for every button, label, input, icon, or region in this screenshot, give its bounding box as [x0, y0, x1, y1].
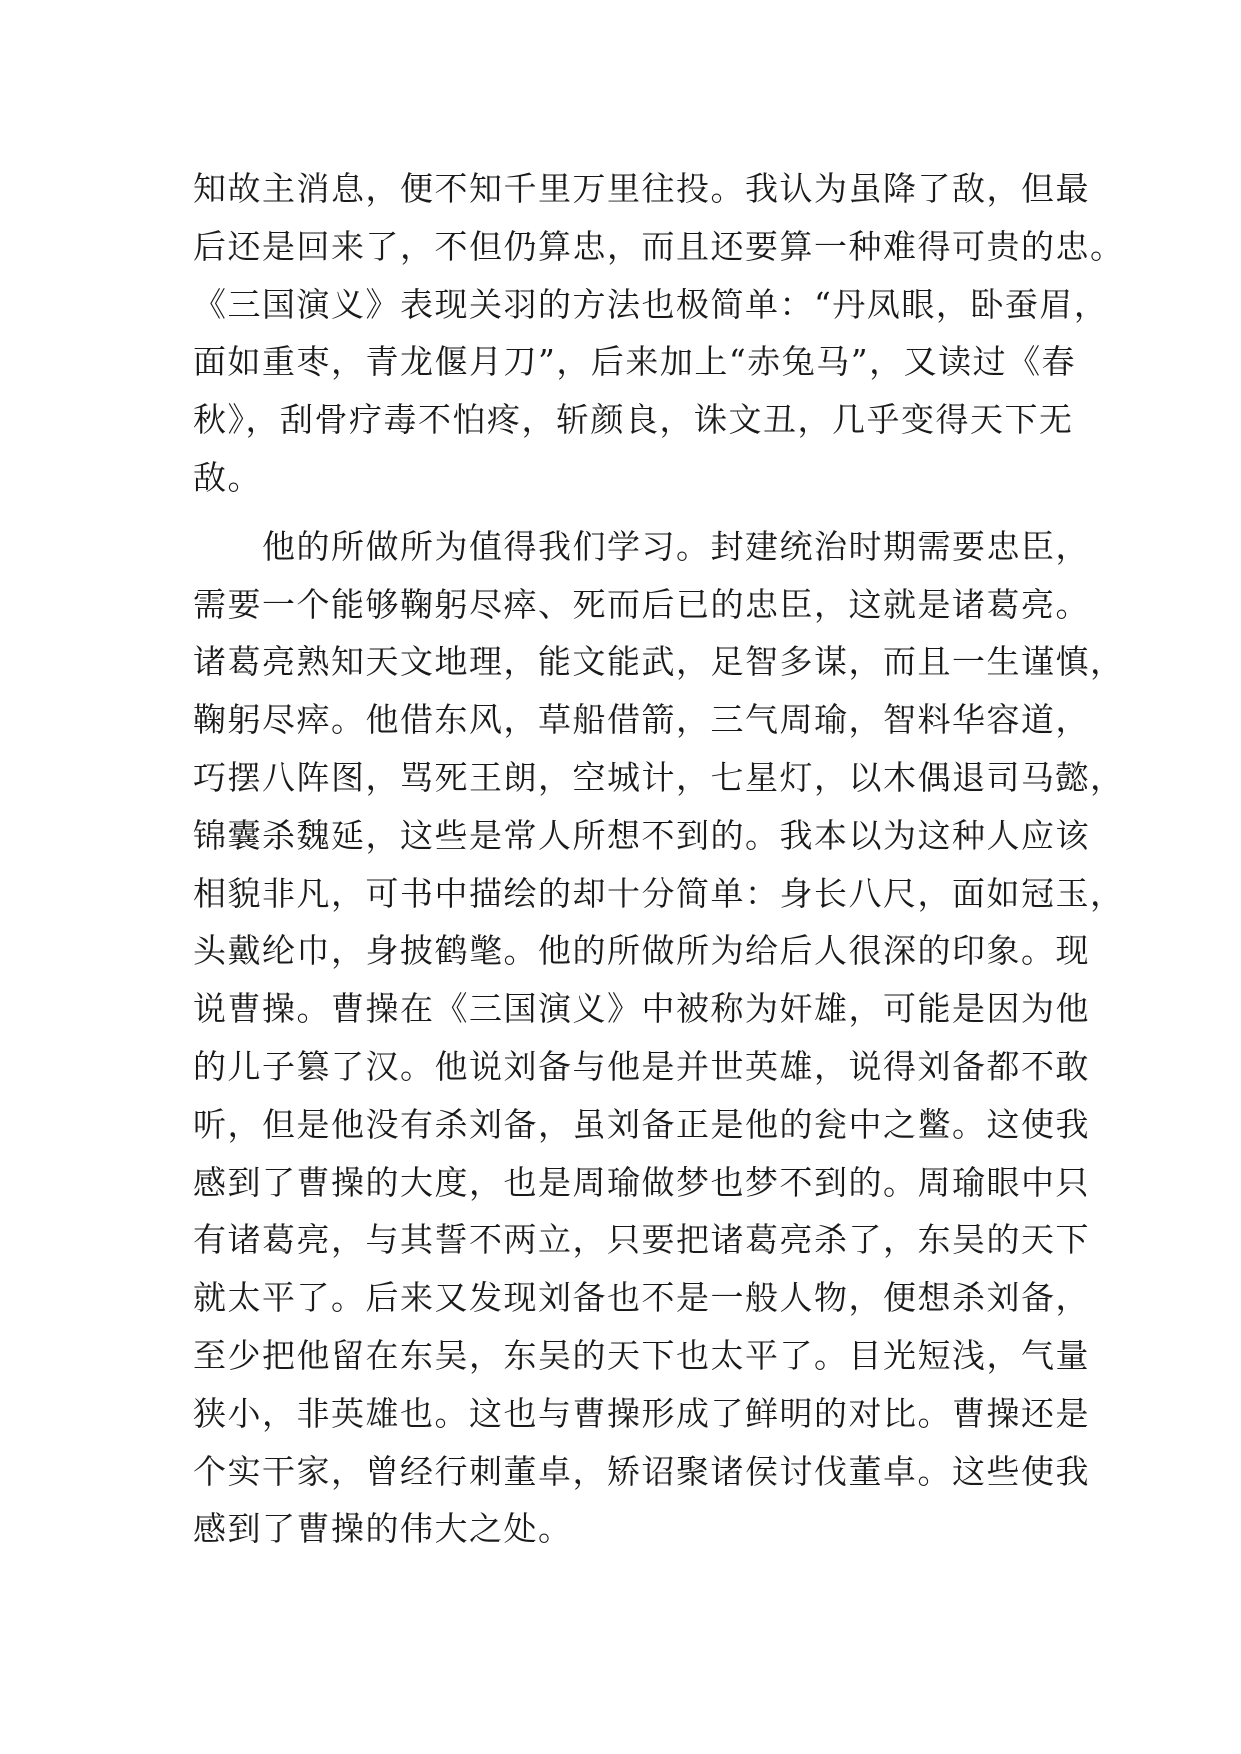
- text-line: 后还是回来了，不但仍算忠，而且还要算一种难得可贵的忠。: [193, 226, 1125, 266]
- text-line: 至少把他留在东吴，东吴的天下也太平了。目光短浅，气量: [193, 1335, 1090, 1375]
- text-line: 诸葛亮熟知天文地理，能文能武，足智多谋，而且一生谨慎，: [193, 642, 1125, 682]
- text-line: 锦囊杀魏延，这些是常人所想不到的。我本以为这种人应该: [193, 815, 1090, 855]
- text-line: 知故主消息，便不知千里万里往投。我认为虽降了敌，但最: [193, 169, 1090, 208]
- text-line: 狭小，非英雄也。这也与曹操形成了鲜明的对比。曹操还是: [193, 1393, 1090, 1433]
- text-line: 巧摆八阵图，骂死王朗，空城计，七星灯，以木偶退司马懿，: [193, 757, 1125, 797]
- text-line: 需要一个能够鞠躬尽瘁、死而后已的忠臣，这就是诸葛亮。: [193, 584, 1090, 624]
- body-text: [193, 160, 1125, 1558]
- text-line: 个实干家，曾经行刺董卓，矫诏聚诸侯讨伐董卓。这些使我: [193, 1451, 1090, 1491]
- text-line: 相貌非凡，可书中描绘的却十分简单：身长八尺，面如冠玉，: [193, 873, 1125, 913]
- text-line: 有诸葛亮，与其誓不两立，只要把诸葛亮杀了，东吴的天下: [193, 1220, 1090, 1260]
- text-line: 就太平了。后来又发现刘备也不是一般人物，便想杀刘备，: [193, 1278, 1090, 1318]
- text-line: 面如重枣，青龙偃月刀”，后来加上“赤兔马”，又读过《春: [193, 342, 1077, 382]
- text-line: 感到了曹操的大度，也是周瑜做梦也梦不到的。周瑜眼中只: [193, 1162, 1090, 1202]
- text-line: 鞠躬尽瘁。他借东风，草船借箭，三气周瑜，智料华容道，: [193, 700, 1090, 740]
- text-line: 的儿子篡了汉。他说刘备与他是并世英雄，说得刘备都不敢: [193, 1046, 1090, 1086]
- paragraph-start-line: 他的所做所为值得我们学习。封建统治时期需要忠臣，: [193, 526, 1090, 566]
- text-line: 感到了曹操的伟大之处。: [193, 1509, 573, 1549]
- text-line: 秋》，刮骨疗毒不怕疼，斩颜良，诛文丑，几乎变得天下无: [193, 400, 1074, 440]
- text-line: 《三国演义》表现关羽的方法也极简单：“丹凤眼，卧蚕眉，: [193, 284, 1109, 324]
- text-line: 头戴纶巾，身披鹤氅。他的所做所为给后人很深的印象。现: [193, 931, 1090, 971]
- text-line: 说曹操。曹操在《三国演义》中被称为奸雄，可能是因为他: [193, 989, 1090, 1029]
- text-line: 听，但是他没有杀刘备，虽刘备正是他的瓮中之鳖。这使我: [193, 1104, 1090, 1144]
- text-line: 敌。: [193, 457, 262, 497]
